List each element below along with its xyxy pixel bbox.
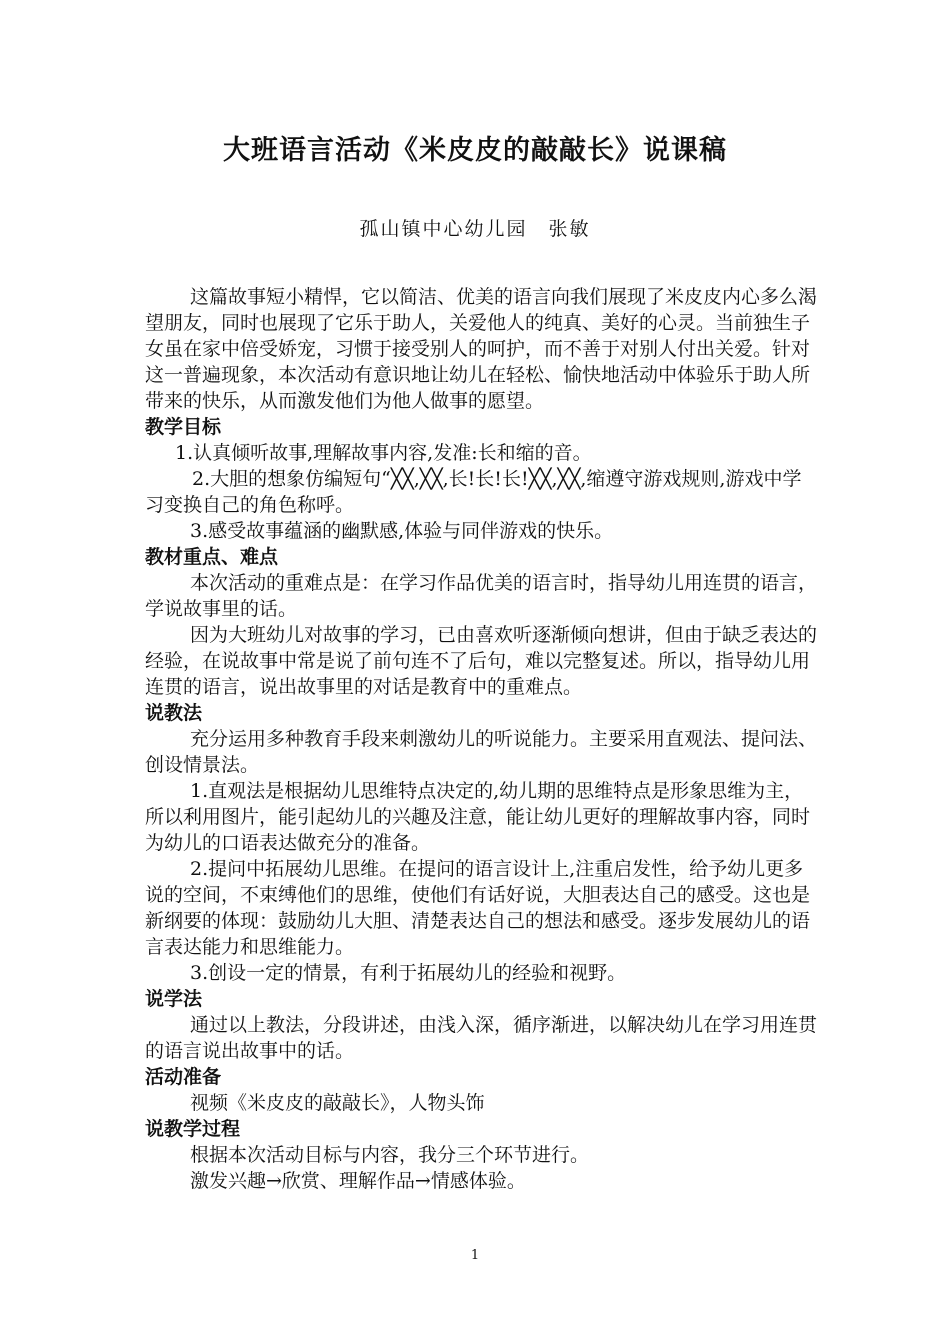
process-paragraph: 根据本次活动目标与内容，我分三个环节进行。	[190, 1144, 590, 1166]
section-heading-learning-methods: 说学法	[145, 988, 203, 1010]
document-title: 大班语言活动《米皮皮的敲敲长》说课稿	[223, 135, 727, 166]
teaching-methods-paragraph: 2.提问中拓展幼儿思维。在提问的语言设计上,注重启发性，给予幼儿更多说的空间，不束缚他们的思维，使他们有话好说，大胆表达自己的感受。这也是新纲要的体现：鼓励幼儿大胆、清楚表达自己的想法和感受。逐步发展幼儿的语言表达能力和思维能力。	[145, 858, 811, 958]
teaching-methods-paragraph: 充分运用多种教育手段来刺激幼儿的听说能力。主要采用直观法、提问法、创设情景法。	[145, 728, 818, 776]
goal-item: 3.感受故事蕴涵的幽默感,体验与同伴游戏的快乐。	[190, 520, 614, 542]
process-paragraph: 激发兴趣→欣赏、理解作品→情感体验。	[190, 1170, 526, 1192]
author-line: 孤山镇中心幼儿园 张敏	[359, 218, 591, 240]
goal-item: 1.认真倾听故事,理解故事内容,发准:长和缩的音。	[175, 442, 592, 464]
intro-paragraph: 这篇故事短小精悍，它以简洁、优美的语言向我们展现了米皮皮内心多么渴望朋友，同时也展现了它乐于助人，关爱他人的纯真、美好的心灵。当前独生子女虽在家中倍受娇宠，习惯于接受别人的呵护，而不善于对别人付出关爱。针对这一普遍现象，本次活动有意识地让幼儿在轻松、愉快地活动中体验乐于助人所带来的快乐，从而激发他们为他人做事的愿望。	[145, 286, 818, 412]
page-number: 1	[470, 1248, 480, 1263]
section-heading-preparation: 活动准备	[145, 1066, 222, 1088]
teaching-methods-paragraph: 1.直观法是根据幼儿思维特点决定的,幼儿期的思维特点是形象思维为主，所以利用图片，能引起幼儿的兴趣及注意，能让幼儿更好的理解故事内容，同时为幼儿的口语表达做充分的准备。	[145, 780, 811, 854]
section-heading-goals: 教学目标	[145, 416, 222, 438]
section-heading-process: 说教学过程	[145, 1118, 241, 1140]
goal-item: 2.大胆的想象仿编短句“╳╳,╳╳,长!长!长!╳╳,╳╳,缩遵守游戏规则,游戏中学习变换自己的角色称呼。	[145, 468, 802, 516]
key-points-paragraph: 因为大班幼儿对故事的学习，已由喜欢听逐渐倾向想讲，但由于缺乏表达的经验，在说故事中常是说了前句连不了后句，难以完整复述。所以，指导幼儿用连贯的语言，说出故事里的对话是教育中的重难点。	[145, 624, 818, 698]
teaching-methods-paragraph: 3.创设一定的情景，有利于拓展幼儿的经验和视野。	[190, 962, 627, 984]
preparation-paragraph: 视频《米皮皮的敲敲长》，人物头饰	[190, 1092, 485, 1114]
learning-methods-paragraph: 通过以上教法，分段讲述，由浅入深，循序渐进，以解决幼儿在学习用连贯的语言说出故事中的话。	[145, 1014, 818, 1062]
document-body	[145, 284, 817, 1194]
section-heading-key-points: 教材重点、难点	[145, 546, 279, 568]
section-heading-teaching-methods: 说教法	[145, 702, 203, 724]
key-points-paragraph: 本次活动的重难点是：在学习作品优美的语言时，指导幼儿用连贯的语言，学说故事里的话。	[145, 572, 818, 620]
